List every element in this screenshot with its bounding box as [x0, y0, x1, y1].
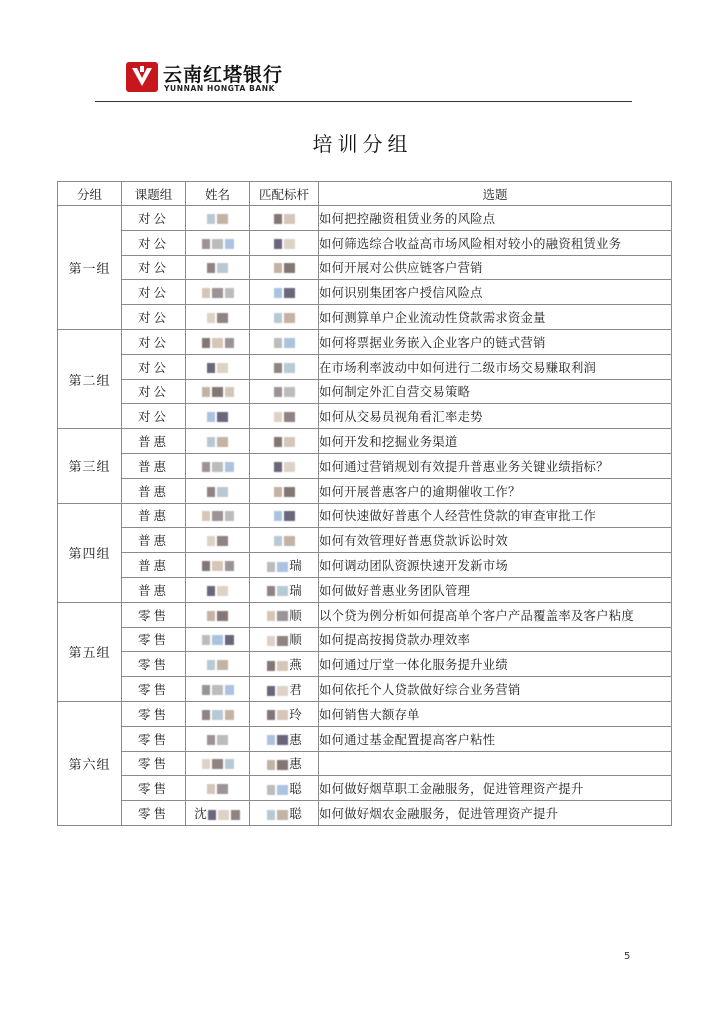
group-cell: 第五组	[58, 602, 122, 701]
redacted-mark	[212, 759, 223, 769]
match-cell	[250, 528, 319, 553]
topic-cell: 如何从交易员视角看汇率走势	[319, 404, 672, 429]
match-cell	[250, 280, 319, 305]
redacted-mark	[231, 810, 240, 820]
redacted-mark	[274, 511, 282, 521]
redacted-mark	[277, 735, 288, 745]
redacted-mark	[202, 710, 210, 720]
table-row	[58, 478, 672, 503]
match-cell	[250, 478, 319, 503]
redacted-mark	[284, 437, 295, 447]
match-cell	[250, 206, 319, 231]
match-cell	[250, 503, 319, 528]
category-cell: 零售	[122, 602, 186, 627]
category-cell: 普惠	[122, 577, 186, 602]
redacted-mark	[274, 288, 282, 298]
redacted-mark	[277, 810, 288, 820]
redacted-mark	[284, 313, 295, 323]
table-row	[58, 577, 672, 602]
topic-cell: 如何快速做好普惠个人经营性贷款的审查审批工作	[319, 503, 672, 528]
redacted-mark	[207, 437, 215, 447]
match-cell	[250, 701, 319, 726]
redacted-mark	[267, 586, 275, 596]
redacted-mark	[207, 536, 215, 546]
match-cell	[250, 602, 319, 627]
redacted-mark	[212, 288, 223, 298]
redacted-mark	[212, 511, 223, 521]
category-cell: 零售	[122, 751, 186, 776]
category-cell: 零售	[122, 776, 186, 801]
name-cell	[186, 677, 250, 702]
category-cell: 对公	[122, 379, 186, 404]
name-cell	[186, 305, 250, 330]
name-cell	[186, 776, 250, 801]
name-cell	[186, 503, 250, 528]
category-cell: 零售	[122, 701, 186, 726]
redacted-mark	[225, 387, 234, 397]
match-cell	[250, 329, 319, 354]
redacted-mark	[277, 686, 288, 696]
table-row	[58, 503, 672, 528]
column-header-name: 姓名	[186, 182, 250, 206]
redacted-mark	[225, 338, 234, 348]
category-cell: 对公	[122, 255, 186, 280]
redacted-mark	[284, 288, 295, 298]
redacted-mark	[277, 760, 288, 770]
category-cell: 零售	[122, 627, 186, 652]
match-cell	[250, 577, 319, 602]
redacted-mark	[277, 785, 288, 795]
topic-cell: 如何做好普惠业务团队管理	[319, 577, 672, 602]
redacted-mark	[207, 263, 215, 273]
redacted-mark	[207, 611, 215, 621]
table-row	[58, 429, 672, 454]
match-cell	[250, 379, 319, 404]
table-row	[58, 305, 672, 330]
table-row	[58, 627, 672, 652]
redacted-mark	[284, 363, 295, 373]
redacted-mark	[225, 288, 234, 298]
match-cell	[250, 404, 319, 429]
name-cell	[186, 206, 250, 231]
redacted-mark	[202, 685, 210, 695]
redacted-mark	[217, 784, 228, 794]
table-row	[58, 701, 672, 726]
table-row	[58, 553, 672, 578]
redacted-mark	[274, 338, 282, 348]
redacted-mark	[207, 313, 215, 323]
redacted-mark	[202, 338, 210, 348]
redacted-mark	[217, 536, 228, 546]
topic-cell: 如何依托个人贷款做好综合业务营销	[319, 677, 672, 702]
redacted-mark	[207, 784, 215, 794]
name-text: 沈	[194, 806, 207, 822]
redacted-mark	[284, 487, 295, 497]
match-cell	[250, 801, 319, 826]
topic-cell: 如何提高按揭贷款办理效率	[319, 627, 672, 652]
redacted-mark	[217, 611, 228, 621]
match-text: 瑞	[289, 558, 302, 574]
table-row	[58, 404, 672, 429]
topic-cell: 如何通过营销规划有效提升普惠业务关键业绩指标？	[319, 453, 672, 478]
name-cell	[186, 528, 250, 553]
redacted-mark	[207, 412, 215, 422]
redacted-mark	[284, 412, 295, 422]
redacted-mark	[217, 735, 228, 745]
column-header-topic: 选题	[319, 182, 672, 206]
redacted-mark	[274, 437, 282, 447]
redacted-mark	[267, 810, 275, 820]
redacted-mark	[274, 313, 282, 323]
name-cell	[186, 553, 250, 578]
redacted-mark	[274, 214, 282, 224]
category-cell: 对公	[122, 354, 186, 379]
redacted-mark	[284, 338, 295, 348]
match-cell	[250, 429, 319, 454]
redacted-mark	[212, 710, 223, 720]
category-cell: 普惠	[122, 453, 186, 478]
redacted-mark	[267, 760, 275, 770]
redacted-mark	[284, 214, 295, 224]
column-header-group: 分组	[58, 182, 122, 206]
table-row	[58, 602, 672, 627]
topic-cell: 如何识别集团客户授信风险点	[319, 280, 672, 305]
category-cell: 对公	[122, 404, 186, 429]
table-row	[58, 453, 672, 478]
topic-cell: 如何做好烟草职工金融服务，促进管理资产提升	[319, 776, 672, 801]
match-text: 顺	[289, 632, 302, 648]
category-cell: 对公	[122, 230, 186, 255]
topic-cell: 如何通过基金配置提高客户粘性	[319, 726, 672, 751]
category-cell: 普惠	[122, 553, 186, 578]
topic-cell: 如何做好烟农金融服务，促进管理资产提升	[319, 801, 672, 826]
category-cell: 对公	[122, 329, 186, 354]
match-cell	[250, 677, 319, 702]
redacted-mark	[218, 810, 229, 820]
redacted-mark	[208, 810, 216, 820]
topic-cell: 如何通过厅堂一体化服务提升业绩	[319, 652, 672, 677]
category-cell: 普惠	[122, 528, 186, 553]
topic-cell: 以个贷为例分析如何提高单个客户产品覆盖率及客户粘度	[319, 602, 672, 627]
redacted-mark	[277, 636, 288, 646]
name-cell	[186, 329, 250, 354]
topic-cell: 如何筛选综合收益高市场风险相对较小的融资租赁业务	[319, 230, 672, 255]
redacted-mark	[217, 313, 228, 323]
match-cell	[250, 776, 319, 801]
redacted-mark	[225, 561, 234, 571]
name-cell	[186, 429, 250, 454]
match-text: 玲	[289, 706, 302, 722]
match-cell	[250, 305, 319, 330]
name-cell	[186, 379, 250, 404]
category-cell: 对公	[122, 206, 186, 231]
table-row	[58, 206, 672, 231]
name-cell	[186, 354, 250, 379]
match-cell	[250, 230, 319, 255]
redacted-mark	[202, 561, 210, 571]
category-cell: 普惠	[122, 503, 186, 528]
topic-cell: 如何开发和挖掘业务渠道	[319, 429, 672, 454]
table-row	[58, 255, 672, 280]
name-cell	[186, 701, 250, 726]
name-cell	[186, 453, 250, 478]
redacted-mark	[202, 239, 210, 249]
match-text: 聪	[289, 806, 302, 822]
group-cell: 第四组	[58, 503, 122, 602]
match-cell	[250, 726, 319, 751]
table-row	[58, 801, 672, 826]
match-cell	[250, 627, 319, 652]
topic-cell: 如何把控融资租赁业务的风险点	[319, 206, 672, 231]
redacted-mark	[274, 239, 282, 249]
match-cell	[250, 453, 319, 478]
category-cell: 零售	[122, 677, 186, 702]
category-cell: 零售	[122, 801, 186, 826]
name-cell	[186, 602, 250, 627]
table-row	[58, 230, 672, 255]
page-title: 培训分组	[312, 132, 413, 156]
topic-cell: 如何测算单户企业流动性贷款需求资金量	[319, 305, 672, 330]
redacted-mark	[217, 487, 228, 497]
redacted-mark	[267, 562, 275, 572]
redacted-mark	[274, 263, 282, 273]
category-cell: 普惠	[122, 478, 186, 503]
table-row	[58, 280, 672, 305]
match-text: 惠	[289, 756, 302, 772]
column-header-category: 课题组	[122, 182, 186, 206]
table-row	[58, 726, 672, 751]
redacted-mark	[202, 635, 210, 645]
match-cell	[250, 751, 319, 776]
redacted-mark	[267, 710, 275, 720]
redacted-mark	[225, 685, 234, 695]
redacted-mark	[225, 635, 234, 645]
redacted-mark	[277, 562, 288, 572]
redacted-mark	[225, 239, 234, 249]
column-header-match: 匹配标杆	[250, 182, 319, 206]
redacted-mark	[284, 536, 295, 546]
redacted-mark	[284, 511, 295, 521]
table-row	[58, 329, 672, 354]
redacted-mark	[225, 511, 234, 521]
redacted-mark	[277, 661, 288, 671]
redacted-mark	[217, 263, 228, 273]
name-cell	[186, 577, 250, 602]
training-group-table	[57, 181, 672, 826]
redacted-mark	[217, 586, 228, 596]
redacted-mark	[212, 239, 223, 249]
redacted-mark	[202, 511, 210, 521]
match-cell	[250, 354, 319, 379]
topic-cell: 在市场利率波动中如何进行二级市场交易赚取利润	[319, 354, 672, 379]
match-cell	[250, 553, 319, 578]
redacted-mark	[217, 412, 228, 422]
table-header-row	[58, 182, 672, 206]
redacted-mark	[212, 387, 223, 397]
topic-cell: 如何制定外汇自营交易策略	[319, 379, 672, 404]
redacted-mark	[225, 462, 234, 472]
redacted-mark	[277, 611, 288, 621]
topic-cell: 如何将票据业务嵌入企业客户的链式营销	[319, 329, 672, 354]
name-cell	[186, 404, 250, 429]
redacted-mark	[207, 363, 215, 373]
name-cell	[186, 255, 250, 280]
page-number: 5	[624, 951, 631, 962]
redacted-mark	[225, 759, 234, 769]
redacted-mark	[202, 387, 210, 397]
redacted-mark	[202, 288, 210, 298]
match-cell	[250, 255, 319, 280]
table-row	[58, 677, 672, 702]
redacted-mark	[274, 536, 282, 546]
redacted-mark	[267, 735, 275, 745]
match-text: 顺	[289, 607, 302, 623]
name-cell	[186, 726, 250, 751]
topic-cell: 如何开展普惠客户的逾期催收工作？	[319, 478, 672, 503]
redacted-mark	[212, 338, 223, 348]
redacted-mark	[212, 635, 223, 645]
redacted-mark	[284, 462, 295, 472]
match-cell	[250, 652, 319, 677]
redacted-mark	[267, 611, 275, 621]
redacted-mark	[267, 661, 275, 671]
redacted-mark	[217, 660, 228, 670]
match-text: 惠	[289, 731, 302, 747]
name-cell	[186, 478, 250, 503]
redacted-mark	[202, 462, 210, 472]
table-row	[58, 379, 672, 404]
redacted-mark	[202, 759, 210, 769]
redacted-mark	[267, 785, 275, 795]
group-cell: 第一组	[58, 206, 122, 330]
group-cell: 第六组	[58, 701, 122, 825]
bank-name-en: YUNNAN HONGTA BANK	[164, 84, 276, 93]
redacted-mark	[207, 586, 215, 596]
redacted-mark	[284, 263, 295, 273]
header-divider	[95, 101, 632, 102]
table-row	[58, 776, 672, 801]
redacted-mark	[274, 462, 282, 472]
topic-cell: 如何开展对公供应链客户营销	[319, 255, 672, 280]
name-cell	[186, 230, 250, 255]
redacted-mark	[212, 462, 223, 472]
category-cell: 零售	[122, 726, 186, 751]
bank-logo-icon	[126, 62, 158, 92]
redacted-mark	[217, 363, 228, 373]
name-cell	[186, 801, 250, 826]
category-cell: 普惠	[122, 429, 186, 454]
table-row	[58, 354, 672, 379]
redacted-mark	[277, 586, 288, 596]
name-cell	[186, 652, 250, 677]
redacted-mark	[207, 487, 215, 497]
name-cell	[186, 751, 250, 776]
bank-name-cn: 云南红塔银行	[163, 64, 284, 86]
redacted-mark	[207, 214, 215, 224]
topic-cell	[319, 751, 672, 776]
redacted-mark	[217, 214, 228, 224]
group-cell: 第三组	[58, 429, 122, 503]
topic-cell: 如何有效管理好普惠贷款诉讼时效	[319, 528, 672, 553]
redacted-mark	[274, 412, 282, 422]
match-text: 君	[289, 682, 302, 698]
redacted-mark	[217, 437, 228, 447]
match-text: 聪	[289, 781, 302, 797]
redacted-mark	[284, 387, 295, 397]
match-text: 瑞	[289, 582, 302, 598]
redacted-mark	[212, 561, 223, 571]
category-cell: 对公	[122, 280, 186, 305]
topic-cell: 如何调动团队资源快速开发新市场	[319, 553, 672, 578]
redacted-mark	[284, 239, 295, 249]
name-cell	[186, 280, 250, 305]
match-text: 燕	[289, 657, 302, 673]
group-cell: 第二组	[58, 329, 122, 428]
redacted-mark	[267, 636, 275, 646]
table-row	[58, 751, 672, 776]
redacted-mark	[267, 686, 275, 696]
redacted-mark	[274, 487, 282, 497]
redacted-mark	[207, 660, 215, 670]
category-cell: 对公	[122, 305, 186, 330]
category-cell: 零售	[122, 652, 186, 677]
redacted-mark	[212, 685, 223, 695]
name-cell	[186, 627, 250, 652]
redacted-mark	[274, 363, 282, 373]
redacted-mark	[225, 710, 234, 720]
table-body	[58, 206, 672, 826]
topic-cell: 如何销售大额存单	[319, 701, 672, 726]
redacted-mark	[274, 387, 282, 397]
redacted-mark	[207, 735, 215, 745]
table-row	[58, 528, 672, 553]
table-row	[58, 652, 672, 677]
redacted-mark	[277, 710, 288, 720]
